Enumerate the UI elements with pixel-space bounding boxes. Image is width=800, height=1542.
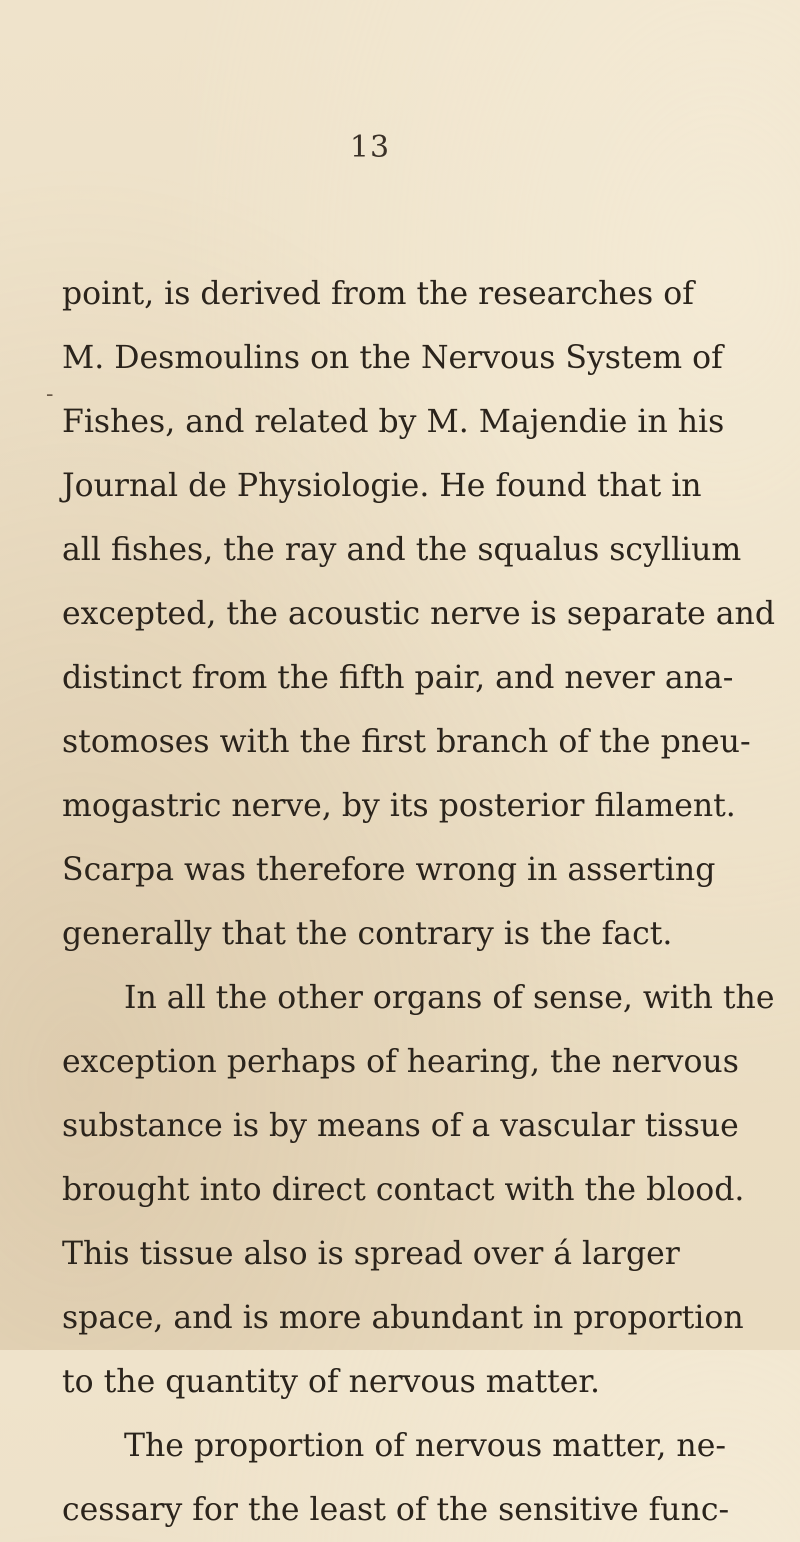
text-line: mogastric nerve, by its posterior filament.: [62, 788, 736, 824]
text-line: exception perhaps of hearing, the nervous: [62, 1044, 739, 1080]
text-line: M. Desmoulins on the Nervous System of: [62, 340, 723, 376]
text-line: The proportion of nervous matter, ne-: [124, 1428, 726, 1464]
text-line: Scarpa was therefore wrong in asserting: [62, 852, 716, 888]
text-line: space, and is more abundant in proportion: [62, 1300, 744, 1336]
text-line: distinct from the fifth pair, and never ana-: [62, 660, 734, 696]
text-line: excepted, the acoustic nerve is separate and: [62, 596, 775, 632]
text-line: all fishes, the ray and the squalus scyllium: [62, 532, 742, 568]
text-line: substance is by means of a vascular tissue: [62, 1108, 739, 1144]
text-line: stomoses with the first branch of the pneu-: [62, 724, 751, 760]
text-line: to the quantity of nervous matter.: [62, 1364, 601, 1400]
text-line: cessary for the least of the sensitive func-: [62, 1492, 730, 1528]
text-line: point, is derived from the researches of: [62, 276, 694, 312]
text-line: This tissue also is spread over á larger: [62, 1236, 680, 1272]
text-line: In all the other organs of sense, with the: [124, 980, 775, 1016]
body-text: [62, 262, 775, 1542]
text-line: Journal de Physiologie. He found that in: [62, 468, 702, 504]
text-line: Fishes, and related by M. Majendie in his: [62, 404, 725, 440]
margin-dash-mark: -: [46, 382, 54, 407]
page-number: 13: [349, 130, 391, 165]
text-line: generally that the contrary is the fact.: [62, 916, 673, 952]
text-line: brought into direct contact with the blood.: [62, 1172, 745, 1208]
